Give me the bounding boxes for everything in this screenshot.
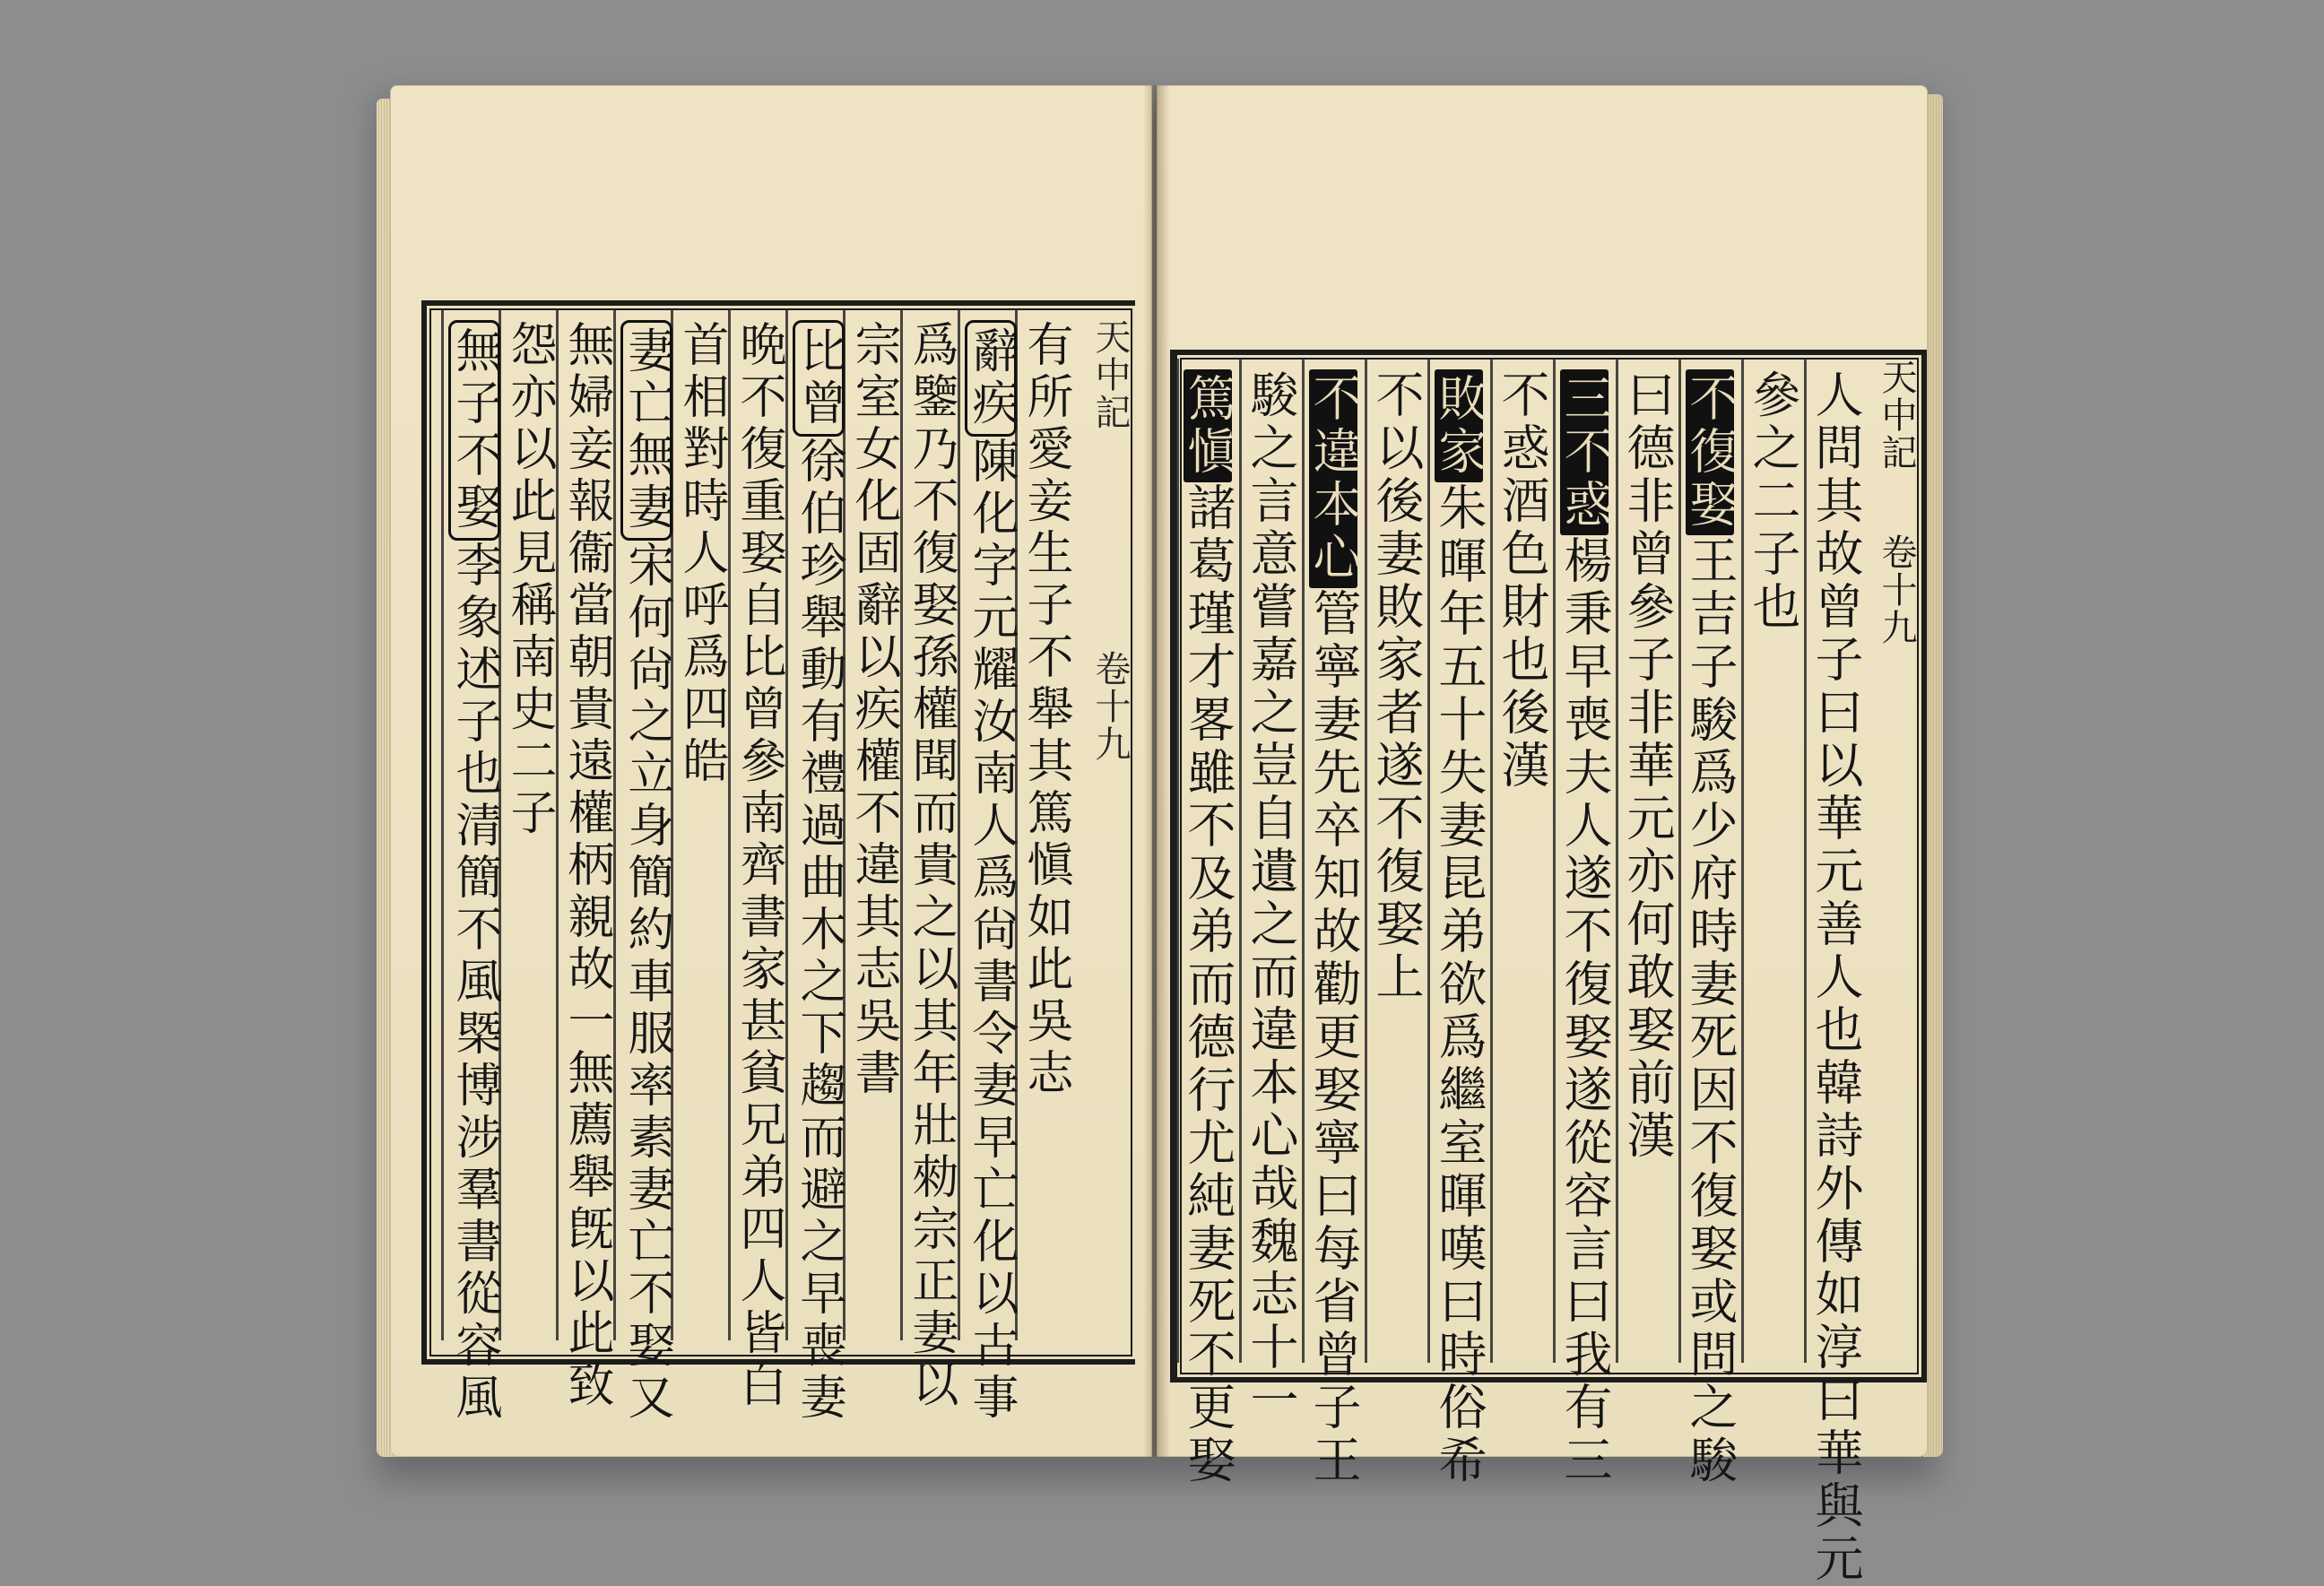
text-column: 晩不復重娶自比曾參南齊書家甚貧兄弟四人皆白 bbox=[732, 320, 785, 1412]
column-rule bbox=[1365, 359, 1367, 1363]
text-column: 篤愼諸葛瑾才畧雖不及弟而德行尤純妻死不更娶 bbox=[1184, 369, 1232, 1487]
text-column: 敗家朱暉年五十失妻昆弟欲爲繼室暉嘆曰時俗希 bbox=[1435, 369, 1483, 1487]
heading-label: 辭疾 bbox=[965, 320, 1017, 437]
column-rule bbox=[1741, 359, 1744, 1363]
column-rule bbox=[1616, 359, 1618, 1363]
column-rule bbox=[785, 309, 788, 1340]
heading-label: 篤愼 bbox=[1184, 369, 1232, 482]
column-rule bbox=[900, 309, 903, 1340]
heading-label: 三不惑 bbox=[1560, 369, 1609, 535]
right-margin-volume: 卷十九 bbox=[1876, 533, 1917, 646]
text-column: 無子不娶李象述子也清簡不風槩博涉羣書從容風 bbox=[448, 320, 500, 1425]
text-column: 參之二子也 bbox=[1745, 369, 1801, 634]
text-column: 三不惑楊秉早喪夫人遂不復娶遂從容言曰我有三 bbox=[1560, 369, 1609, 1487]
text-column: 妻亡無妻宋何尙之立身簡約車服率素妻亡不娶又 bbox=[620, 320, 672, 1425]
text-column: 人問其故曾子曰以華元善人也韓詩外傳如淳曰華與元 bbox=[1808, 369, 1864, 1586]
text-column: 有所愛妾生子不舉其篤愼如此吳志 bbox=[1019, 320, 1072, 1100]
heading-label: 比曾 bbox=[793, 320, 845, 437]
text-column: 比曾徐伯珍舉動有禮過曲木之下趨而避之早喪妻 bbox=[793, 320, 845, 1425]
text-column: 怨亦以此見稱南史二子 bbox=[502, 320, 556, 840]
text-column: 曰德非曾參子非華元亦何敢娶前漢 bbox=[1619, 369, 1676, 1163]
right-margin-title: 天中記 bbox=[1876, 359, 1917, 472]
left-margin-volume: 卷十九 bbox=[1089, 650, 1131, 763]
text-column: 駿之言意嘗嘉之豈自遺之而違本心哉魏志十一 bbox=[1243, 369, 1299, 1427]
left-margin-heading bbox=[1085, 309, 1134, 1340]
text-column: 宗室女化固辭以疾權不違其志吳書 bbox=[846, 320, 900, 1100]
heading-label: 不違本心 bbox=[1309, 369, 1357, 588]
text-column: 無婦妾報衞當朝貴遠權柄親故一無薦舉旣以此致 bbox=[559, 320, 613, 1412]
left-margin-title: 天中記 bbox=[1089, 318, 1131, 431]
column-rule bbox=[958, 309, 960, 1340]
book-gutter bbox=[1143, 85, 1170, 1457]
column-rule bbox=[1302, 359, 1305, 1363]
column-rule bbox=[1490, 359, 1493, 1363]
column-rule bbox=[1804, 359, 1807, 1363]
text-column: 不惑酒色財也後漢 bbox=[1494, 369, 1550, 793]
text-column: 首相對時人呼爲四皓 bbox=[674, 320, 728, 788]
column-rule bbox=[1553, 359, 1556, 1363]
column-rule bbox=[1176, 359, 1179, 1363]
text-column: 辭疾陳化字元耀汝南人爲尙書令妻早亡化以古事 bbox=[965, 320, 1017, 1425]
column-rule bbox=[441, 309, 444, 1340]
heading-label: 無子不娶 bbox=[448, 320, 500, 541]
text-column: 不以後妻敗家者遂不復娶上 bbox=[1368, 369, 1425, 1004]
column-rule bbox=[556, 309, 559, 1340]
text-column: 不復娶王吉子駿爲少府時妻死因不復娶或問之駿 bbox=[1686, 369, 1734, 1487]
column-rule bbox=[613, 309, 616, 1340]
column-rule bbox=[1239, 359, 1242, 1363]
column-rule bbox=[728, 309, 731, 1340]
heading-label: 妻亡無妻 bbox=[620, 320, 672, 541]
heading-label: 敗家 bbox=[1435, 369, 1483, 482]
column-rule bbox=[1427, 359, 1430, 1363]
text-column: 爲鑒乃不復娶孫權聞而貴之以其年壯勑宗正妻以 bbox=[904, 320, 958, 1412]
heading-label: 不復娶 bbox=[1686, 369, 1734, 535]
column-rule bbox=[1678, 359, 1681, 1363]
text-column: 不違本心管寧妻先卒知故勸更娶寧曰每省曾子王 bbox=[1309, 369, 1357, 1487]
